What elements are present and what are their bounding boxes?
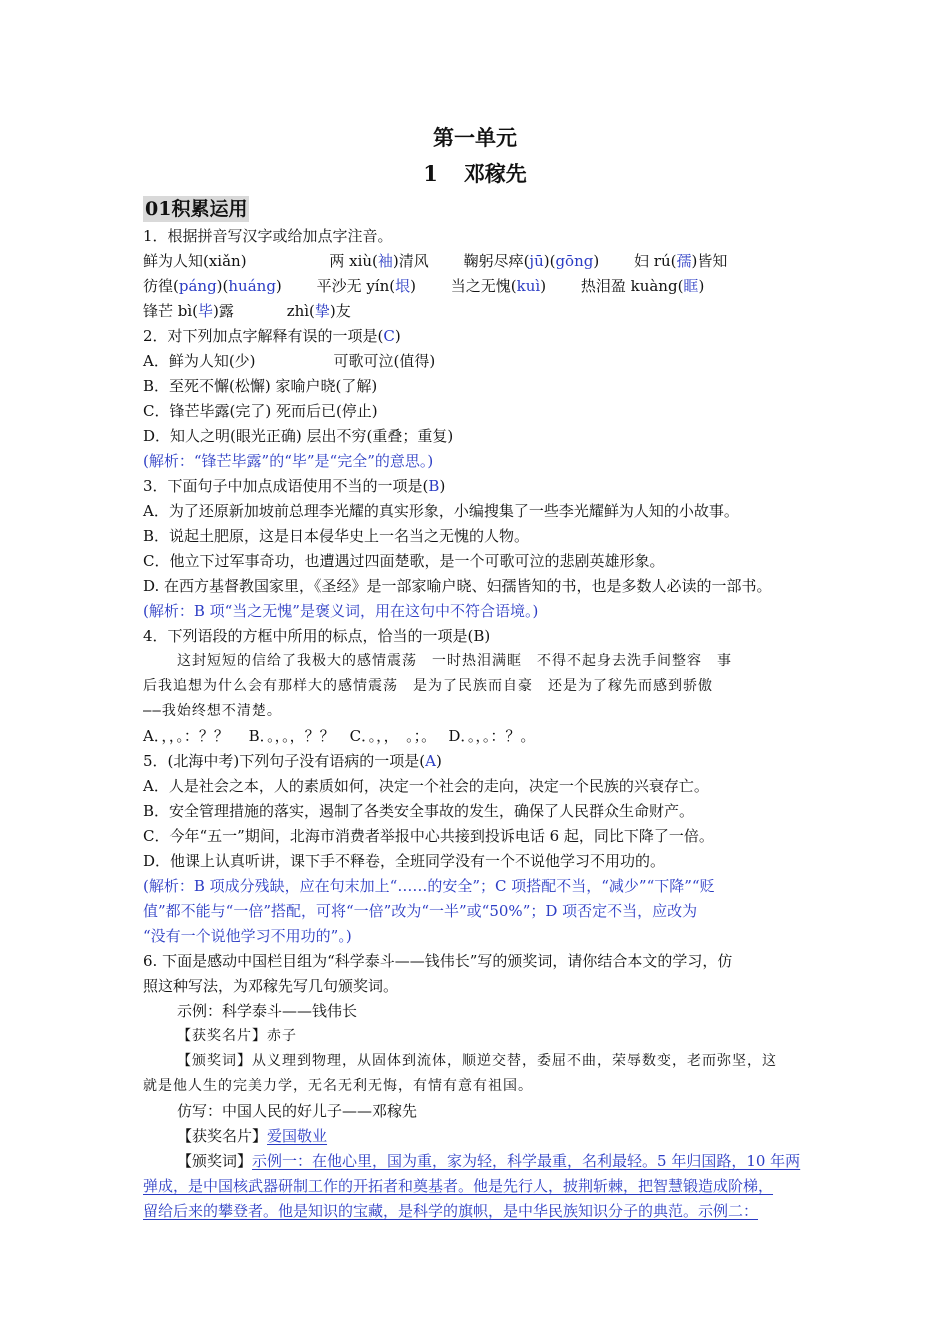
q4-passage-line1: 这封短短的信给了我极大的感情震荡 一时热泪满眶 不得不起身去洗手间整容 事: [177, 653, 732, 669]
q6-example-speech-line1: 【颁奖词】从义理到物理，从固体到流体，顺逆交替，委屈不曲，荣辱数变，老而弥坚，这: [177, 1053, 777, 1069]
lesson-number: 1: [423, 161, 438, 186]
q5-option-c: C．今年“五一”期间，北海市消费者举报中心共接到投诉电话 6 起，同比下降了一倍。: [143, 827, 714, 845]
q6-example-speech-line2: 就是他人生的完美力学，无名无利无悔，有情有意有祖国。: [143, 1078, 533, 1094]
q2-analysis: (解析：“锋芒毕露”的“毕”是“完全”的意思。): [143, 452, 434, 470]
lesson-title: [0, 158, 950, 188]
q6-example-label: 示例：科学泰斗——钱伟长: [177, 1002, 358, 1020]
q3-option-d: D. 在西方基督教国家里，《圣经》是一部家喻户晓、妇孺皆知的书，也是多数人必读的一部书。: [143, 577, 772, 595]
q1-row3: 锋芒 bì(毕)露 zhì(挚)友: [143, 302, 351, 320]
q6-answer-line3: 留给后来的攀登者。他是知识的宝藏，是科学的旗帜，是中华民族知识分子的典范。示例二：: [143, 1202, 759, 1220]
q3-option-a: A．为了还原新加坡前总理李光耀的真实形象，小编搜集了一些李光耀鲜为人知的小故事。: [143, 502, 739, 520]
q6-answer-line2: 弹成，是中国核武器研制工作的开拓者和奠基者。他是先行人，披荆斩棘，把智慧锻造成阶梯，: [143, 1177, 774, 1195]
q5-option-a: A．人是社会之本，人的素质如何，决定一个社会的走向，决定一个民族的兴衰存亡。: [143, 777, 709, 795]
q6-stem-line2: 照这种写法，为邓稼先写几句颁奖词。: [143, 977, 399, 995]
q5-analysis-line1: (解析：B 项成分残缺，应在句末加上“……的安全”；C 项搭配不当，“减少”“下降”“贬: [143, 877, 715, 895]
q6-stem-line1: 6. 下面是感动中国栏目组为“科学泰斗——钱伟长”写的颁奖词，请你结合本文的学习，仿: [143, 952, 733, 970]
q3-analysis: (解析：B 项“当之无愧”是褒义词，用在这句中不符合语境。): [143, 602, 539, 620]
q2-option-d: D．知人之明(眼光正确) 层出不穷(重叠；重复): [143, 427, 454, 445]
q4-stem: 4．下列语段的方框中所用的标点，恰当的一项是(B): [143, 627, 491, 645]
unit-title: 第一单元: [433, 125, 517, 150]
lesson-name: 邓稼先: [463, 161, 527, 186]
section-heading: 01积累运用: [145, 198, 248, 220]
q3-option-b: B．说起土肥原，这是日本侵华史上一名当之无愧的人物。: [143, 527, 530, 545]
q2-option-b: B．至死不懈(松懈) 家喻户晓(了解): [143, 377, 378, 395]
q3-stem: 3．下面句子中加点成语使用不当的一项是(B): [143, 477, 446, 495]
worksheet-content: [143, 196, 823, 1224]
q4-passage-line2: 后我追想为什么会有那样大的感情震荡 是为了民族而自豪 还是为了稼先而感到骄傲: [143, 678, 713, 694]
q5-analysis-line3: “没有一个说他学习不用功的”。): [143, 927, 352, 945]
q5-analysis-line2: 值”都不能与“一倍”搭配，可将“一倍”改为“一半”或“50%”；D 项否定不当，应改为: [143, 902, 698, 920]
q6-example-card: 【获奖名片】赤子: [177, 1028, 297, 1044]
q6-answer-card: 【获奖名片】爱国敬业: [177, 1127, 328, 1145]
q5-option-b: B．安全管理措施的落实，遏制了各类安全事故的发生，确保了人民群众生命财产。: [143, 802, 695, 820]
q5-option-d: D．他课上认真听讲，课下手不释卷，全班同学没有一个不说他学习不用功的。: [143, 852, 666, 870]
q1-row1: 鲜为人知(xiǎn) 两 xiù(袖)清风 鞠躬尽瘁(jū)(gōng) 妇 rú(孺)皆知: [143, 252, 728, 270]
q2-option-a: A．鲜为人知(少) 可歌可泣(值得): [143, 352, 436, 370]
q4-options: A．，，。：？？ B．。，。，？？ C．。，， 。；。 D．。，。：？。: [143, 727, 536, 745]
q2-option-c: C．锋芒毕露(完了) 死而后已(停止): [143, 402, 378, 420]
q2-stem: 2．对下列加点字解释有误的一项是(C): [143, 327, 401, 345]
q1-row2: 彷徨(páng)(huáng) 平沙无 yín(垠) 当之无愧(kuì) 热泪盈 kuàng(眶): [143, 277, 705, 295]
q6-answer-line1: 【颁奖词】示例一：在他心里，国为重，家为轻，科学最重，名利最轻。5 年归国路，10 年两: [177, 1152, 801, 1170]
q4-passage-line3: ——我始终想不清楚。: [143, 703, 282, 719]
q5-stem: 5．(北海中考)下列句子没有语病的一项是(A): [143, 752, 442, 770]
q6-imitate-label: 仿写：中国人民的好儿子——邓稼先: [177, 1102, 418, 1120]
q1-stem: 1．根据拼音写汉字或给加点字注音。: [143, 227, 393, 245]
q3-option-c: C．他立下过军事奇功，也遭遇过四面楚歌，是一个可歌可泣的悲剧英雄形象。: [143, 552, 665, 570]
